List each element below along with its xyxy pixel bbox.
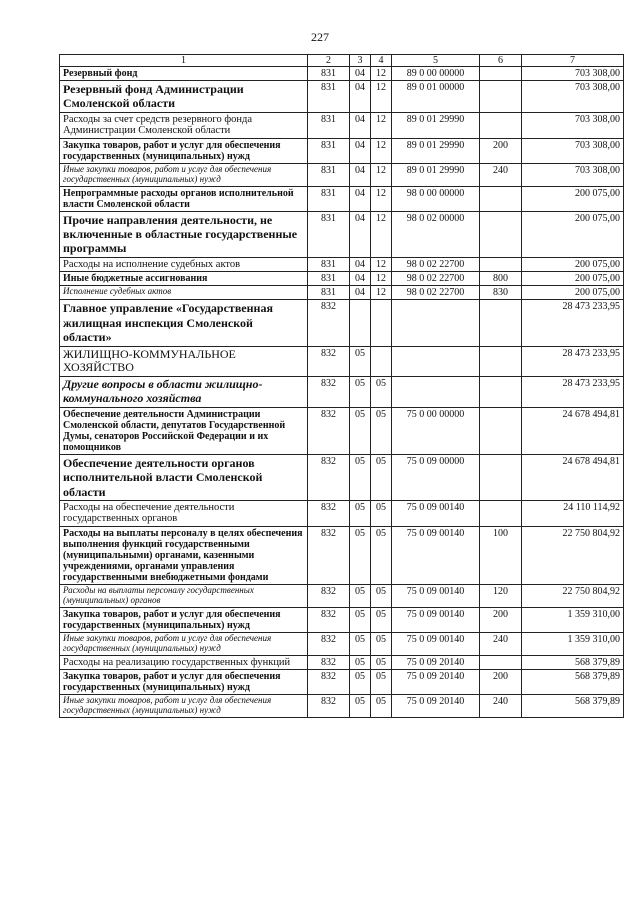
- row-name-cell: Закупка товаров, работ и услуг для обеспечения государственных (муниципальных) нужд: [60, 670, 308, 695]
- row-section-cell: 05: [350, 527, 371, 585]
- row-amount-cell: 24 678 494,81: [522, 454, 624, 500]
- row-expense-type-cell: 240: [480, 695, 522, 718]
- row-subsection-cell: 05: [371, 607, 392, 632]
- row-target-article-cell: 89 0 01 29990: [392, 112, 480, 138]
- row-name-cell: Закупка товаров, работ и услуг для обеспечения государственных (муниципальных) нужд: [60, 607, 308, 632]
- row-amount-cell: 28 473 233,95: [522, 377, 624, 408]
- row-admin-code-cell: 832: [308, 300, 350, 346]
- row-subsection-cell: 12: [371, 67, 392, 81]
- budget-table: [59, 54, 624, 718]
- row-admin-code-cell: 832: [308, 607, 350, 632]
- row-subsection-cell: 05: [371, 655, 392, 670]
- row-target-article-cell: 75 0 09 00140: [392, 500, 480, 526]
- row-subsection-cell: 05: [371, 585, 392, 608]
- row-subsection-cell: 05: [371, 695, 392, 718]
- row-section-cell: 05: [350, 407, 371, 454]
- row-target-article-cell: 75 0 09 20140: [392, 655, 480, 670]
- row-expense-type-cell: 830: [480, 286, 522, 300]
- row-expense-type-cell: [480, 112, 522, 138]
- row-section-cell: 04: [350, 272, 371, 286]
- row-amount-cell: 28 473 233,95: [522, 300, 624, 346]
- row-admin-code-cell: 831: [308, 257, 350, 272]
- row-section-cell: 05: [350, 454, 371, 500]
- row-expense-type-cell: [480, 211, 522, 257]
- row-section-cell: 05: [350, 500, 371, 526]
- row-amount-cell: 28 473 233,95: [522, 346, 624, 377]
- row-target-article-cell: [392, 377, 480, 408]
- row-name-cell: Непрограммные расходы органов исполнительной власти Смоленской области: [60, 186, 308, 211]
- row-admin-code-cell: 832: [308, 407, 350, 454]
- row-name-cell: Расходы на выплаты персоналу государственных (муниципальных) органов: [60, 585, 308, 608]
- row-expense-type-cell: 200: [480, 670, 522, 695]
- table-row: [60, 138, 624, 163]
- row-target-article-cell: 98 0 02 22700: [392, 257, 480, 272]
- row-admin-code-cell: 831: [308, 67, 350, 81]
- row-name-cell: Расходы на реализацию государственных функций: [60, 655, 308, 670]
- table-body: [60, 67, 624, 718]
- row-section-cell: 04: [350, 138, 371, 163]
- table-row: [60, 632, 624, 655]
- row-amount-cell: 703 308,00: [522, 112, 624, 138]
- row-expense-type-cell: 200: [480, 138, 522, 163]
- table-row: [60, 272, 624, 286]
- row-subsection-cell: 12: [371, 257, 392, 272]
- row-section-cell: 05: [350, 632, 371, 655]
- row-subsection-cell: 05: [371, 500, 392, 526]
- row-admin-code-cell: 831: [308, 272, 350, 286]
- row-subsection-cell: 12: [371, 286, 392, 300]
- table-row: [60, 607, 624, 632]
- row-expense-type-cell: [480, 377, 522, 408]
- row-expense-type-cell: 240: [480, 632, 522, 655]
- row-expense-type-cell: 100: [480, 527, 522, 585]
- row-section-cell: 04: [350, 257, 371, 272]
- row-expense-type-cell: 120: [480, 585, 522, 608]
- table-row: [60, 695, 624, 718]
- row-subsection-cell: 05: [371, 377, 392, 408]
- row-expense-type-cell: [480, 655, 522, 670]
- row-amount-cell: 24 110 114,92: [522, 500, 624, 526]
- row-target-article-cell: 75 0 09 00000: [392, 454, 480, 500]
- row-expense-type-cell: [480, 346, 522, 377]
- row-target-article-cell: 98 0 02 22700: [392, 286, 480, 300]
- row-section-cell: 05: [350, 655, 371, 670]
- row-name-cell: Резервный фонд Администрации Смоленской области: [60, 81, 308, 113]
- table-row: [60, 81, 624, 113]
- row-amount-cell: 703 308,00: [522, 163, 624, 186]
- row-expense-type-cell: [480, 454, 522, 500]
- table-row: [60, 257, 624, 272]
- row-target-article-cell: 75 0 00 00000: [392, 407, 480, 454]
- row-name-cell: Иные закупки товаров, работ и услуг для обеспечения государственных (муниципальных) нужд: [60, 695, 308, 718]
- table-row: [60, 211, 624, 257]
- row-section-cell: 05: [350, 346, 371, 377]
- row-section-cell: 05: [350, 607, 371, 632]
- row-admin-code-cell: 831: [308, 112, 350, 138]
- header-cell-6: 6: [480, 55, 522, 67]
- table-row: [60, 527, 624, 585]
- row-admin-code-cell: 832: [308, 632, 350, 655]
- row-name-cell: Иные закупки товаров, работ и услуг для обеспечения государственных (муниципальных) нужд: [60, 163, 308, 186]
- row-subsection-cell: 12: [371, 186, 392, 211]
- header-cell-7: 7: [522, 55, 624, 67]
- table-row: [60, 454, 624, 500]
- table-row: [60, 286, 624, 300]
- row-name-cell: Расходы на обеспечение деятельности государственных органов: [60, 500, 308, 526]
- row-admin-code-cell: 831: [308, 81, 350, 113]
- row-amount-cell: 703 308,00: [522, 81, 624, 113]
- row-subsection-cell: 12: [371, 112, 392, 138]
- row-name-cell: Расходы на исполнение судебных актов: [60, 257, 308, 272]
- header-cell-3: 3: [350, 55, 371, 67]
- row-name-cell: Исполнение судебных актов: [60, 286, 308, 300]
- row-target-article-cell: [392, 300, 480, 346]
- row-amount-cell: 200 075,00: [522, 257, 624, 272]
- row-section-cell: 04: [350, 286, 371, 300]
- row-admin-code-cell: 832: [308, 527, 350, 585]
- table-row: [60, 112, 624, 138]
- row-amount-cell: 1 359 310,00: [522, 632, 624, 655]
- header-cell-1: 1: [60, 55, 308, 67]
- table-row: [60, 655, 624, 670]
- row-name-cell: Иные закупки товаров, работ и услуг для обеспечения государственных (муниципальных) нужд: [60, 632, 308, 655]
- row-target-article-cell: 89 0 01 29990: [392, 138, 480, 163]
- row-section-cell: 05: [350, 670, 371, 695]
- row-target-article-cell: 98 0 02 00000: [392, 211, 480, 257]
- row-amount-cell: 703 308,00: [522, 67, 624, 81]
- header-cell-4: 4: [371, 55, 392, 67]
- row-section-cell: 05: [350, 695, 371, 718]
- row-section-cell: 04: [350, 211, 371, 257]
- row-amount-cell: 568 379,89: [522, 670, 624, 695]
- row-admin-code-cell: 831: [308, 286, 350, 300]
- table-row: [60, 186, 624, 211]
- row-name-cell: Иные бюджетные ассигнования: [60, 272, 308, 286]
- row-admin-code-cell: 832: [308, 454, 350, 500]
- table-row: [60, 407, 624, 454]
- row-expense-type-cell: [480, 81, 522, 113]
- row-subsection-cell: 12: [371, 163, 392, 186]
- row-target-article-cell: 75 0 09 20140: [392, 670, 480, 695]
- row-section-cell: 04: [350, 112, 371, 138]
- row-expense-type-cell: [480, 186, 522, 211]
- row-target-article-cell: 89 0 01 00000: [392, 81, 480, 113]
- table-row: [60, 300, 624, 346]
- table-row: [60, 377, 624, 408]
- table-row: [60, 67, 624, 81]
- row-amount-cell: 200 075,00: [522, 286, 624, 300]
- row-amount-cell: 568 379,89: [522, 695, 624, 718]
- row-admin-code-cell: 832: [308, 670, 350, 695]
- row-expense-type-cell: [480, 500, 522, 526]
- row-subsection-cell: [371, 300, 392, 346]
- row-admin-code-cell: 832: [308, 346, 350, 377]
- row-name-cell: Расходы на выплаты персоналу в целях обеспечения выполнения функций государственными (муниципальными) органами, казенными учреждениями, органами управления государственными внебюджетными фондами: [60, 527, 308, 585]
- row-admin-code-cell: 832: [308, 500, 350, 526]
- row-expense-type-cell: 200: [480, 607, 522, 632]
- row-amount-cell: 22 750 804,92: [522, 585, 624, 608]
- row-subsection-cell: [371, 346, 392, 377]
- row-name-cell: Обеспечение деятельности органов исполнительной власти Смоленской области: [60, 454, 308, 500]
- table-row: [60, 585, 624, 608]
- row-admin-code-cell: 832: [308, 585, 350, 608]
- row-section-cell: 04: [350, 67, 371, 81]
- row-name-cell: Расходы за счет средств резервного фонда Администрации Смоленской области: [60, 112, 308, 138]
- row-admin-code-cell: 832: [308, 377, 350, 408]
- row-admin-code-cell: 831: [308, 163, 350, 186]
- row-expense-type-cell: [480, 300, 522, 346]
- row-subsection-cell: 05: [371, 670, 392, 695]
- row-name-cell: Закупка товаров, работ и услуг для обеспечения государственных (муниципальных) нужд: [60, 138, 308, 163]
- row-expense-type-cell: [480, 67, 522, 81]
- row-amount-cell: 24 678 494,81: [522, 407, 624, 454]
- row-subsection-cell: 05: [371, 527, 392, 585]
- table-row: [60, 346, 624, 377]
- row-section-cell: 05: [350, 585, 371, 608]
- row-expense-type-cell: [480, 407, 522, 454]
- table-row: [60, 500, 624, 526]
- row-name-cell: Прочие направления деятельности, не включенные в областные государственные программы: [60, 211, 308, 257]
- row-target-article-cell: 75 0 09 00140: [392, 632, 480, 655]
- row-subsection-cell: 05: [371, 407, 392, 454]
- row-subsection-cell: 12: [371, 272, 392, 286]
- row-amount-cell: 200 075,00: [522, 211, 624, 257]
- row-admin-code-cell: 831: [308, 186, 350, 211]
- row-amount-cell: 200 075,00: [522, 272, 624, 286]
- row-amount-cell: 200 075,00: [522, 186, 624, 211]
- row-name-cell: ЖИЛИЩНО-КОММУНАЛЬНОЕ ХОЗЯЙСТВО: [60, 346, 308, 377]
- row-name-cell: Обеспечение деятельности Администрации Смоленской области, депутатов Государственной Думы, сенаторов Российской Федерации и их помощников: [60, 407, 308, 454]
- row-target-article-cell: 98 0 00 00000: [392, 186, 480, 211]
- row-subsection-cell: 05: [371, 632, 392, 655]
- row-target-article-cell: [392, 346, 480, 377]
- header-cell-2: 2: [308, 55, 350, 67]
- row-target-article-cell: 89 0 01 29990: [392, 163, 480, 186]
- row-target-article-cell: 75 0 09 00140: [392, 585, 480, 608]
- row-target-article-cell: 98 0 02 22700: [392, 272, 480, 286]
- row-section-cell: [350, 300, 371, 346]
- row-name-cell: Резервный фонд: [60, 67, 308, 81]
- page-number: 227: [311, 30, 329, 44]
- row-admin-code-cell: 831: [308, 138, 350, 163]
- row-subsection-cell: 12: [371, 138, 392, 163]
- table-row: [60, 670, 624, 695]
- row-expense-type-cell: [480, 257, 522, 272]
- row-target-article-cell: 89 0 00 00000: [392, 67, 480, 81]
- row-expense-type-cell: 240: [480, 163, 522, 186]
- row-admin-code-cell: 832: [308, 695, 350, 718]
- row-name-cell: Другие вопросы в области жилищно-коммунального хозяйства: [60, 377, 308, 408]
- row-admin-code-cell: 832: [308, 655, 350, 670]
- header-cell-5: 5: [392, 55, 480, 67]
- row-target-article-cell: 75 0 09 20140: [392, 695, 480, 718]
- row-admin-code-cell: 831: [308, 211, 350, 257]
- row-expense-type-cell: 800: [480, 272, 522, 286]
- row-subsection-cell: 12: [371, 211, 392, 257]
- row-section-cell: 04: [350, 186, 371, 211]
- row-target-article-cell: 75 0 09 00140: [392, 607, 480, 632]
- row-subsection-cell: 12: [371, 81, 392, 113]
- row-amount-cell: 703 308,00: [522, 138, 624, 163]
- table-row: [60, 163, 624, 186]
- row-section-cell: 04: [350, 81, 371, 113]
- row-amount-cell: 1 359 310,00: [522, 607, 624, 632]
- row-amount-cell: 568 379,89: [522, 655, 624, 670]
- row-amount-cell: 22 750 804,92: [522, 527, 624, 585]
- row-section-cell: 05: [350, 377, 371, 408]
- row-target-article-cell: 75 0 09 00140: [392, 527, 480, 585]
- row-subsection-cell: 05: [371, 454, 392, 500]
- row-section-cell: 04: [350, 163, 371, 186]
- row-name-cell: Главное управление «Государственная жилищная инспекция Смоленской области»: [60, 300, 308, 346]
- header-row: [60, 55, 624, 67]
